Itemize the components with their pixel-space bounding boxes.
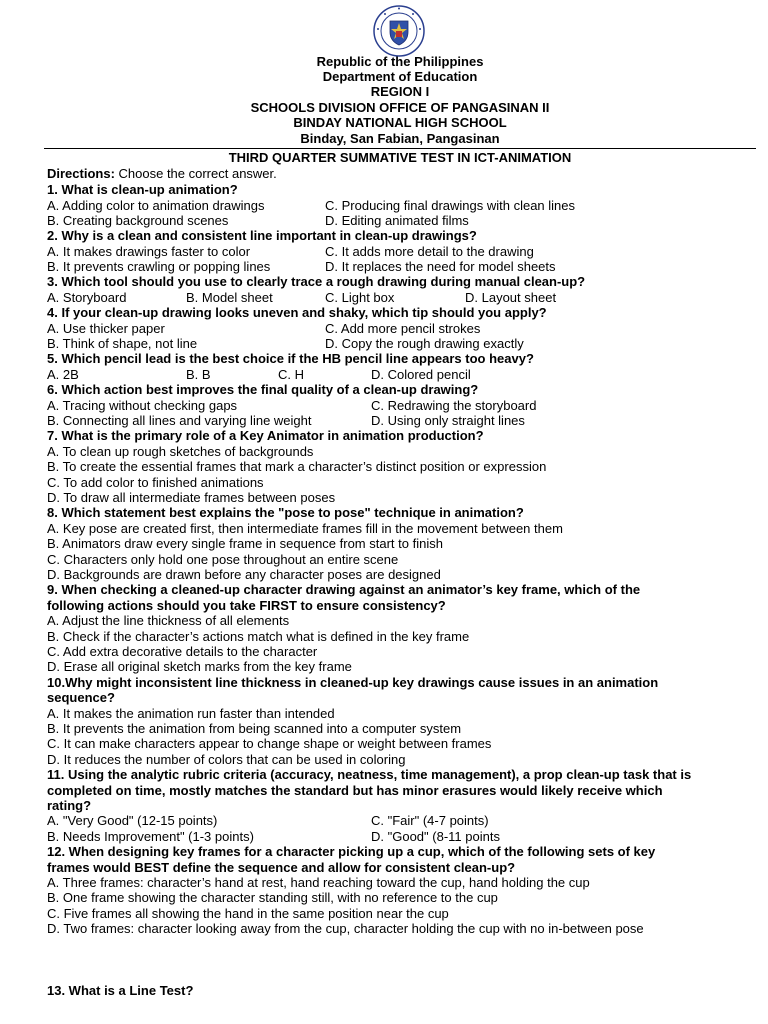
question-11-line-3: rating?: [47, 798, 92, 813]
q8-option-b: B. Animators draw every single frame in sequence from start to finish: [47, 536, 443, 551]
question-7: 7. What is the primary role of a Key Animator in animation production?: [47, 428, 484, 443]
q3-option-b: B. Model sheet: [186, 290, 273, 305]
question-1: 1. What is clean-up animation?: [47, 182, 238, 197]
q9-option-b: B. Check if the character’s actions match what is defined in the key frame: [47, 629, 470, 644]
q6-option-b: B. Connecting all lines and varying line weight: [47, 413, 312, 428]
q2-option-d: D. It replaces the need for model sheets: [325, 259, 556, 274]
q10-option-b: B. It prevents the animation from being scanned into a computer system: [47, 721, 462, 736]
q4-option-b: B. Think of shape, not line: [47, 336, 198, 351]
directions-label: Directions:: [47, 166, 115, 181]
q1-option-b: B. Creating background scenes: [47, 213, 229, 228]
q1-option-d: D. Editing animated films: [325, 213, 469, 228]
question-10-line-2: sequence?: [47, 690, 115, 705]
q10-option-c: C. It can make characters appear to change shape or weight between frames: [47, 736, 492, 751]
question-11-line-1: 11. Using the analytic rubric criteria (accuracy, neatness, time management), a prop clean-up task that is: [47, 767, 692, 782]
question-11-line-2: completed on time, mostly matches the standard but has minor erasures would likely receive which: [47, 783, 663, 798]
directions-text: Choose the correct answer.: [114, 166, 277, 181]
q8-option-d: D. Backgrounds are drawn before any character poses are designed: [47, 567, 441, 582]
q2-option-c: C. It adds more detail to the drawing: [325, 244, 534, 259]
q8-option-a: A. Key pose are created first, then intermediate frames fill in the movement between them: [47, 521, 563, 536]
department-line: Department of Education: [322, 69, 478, 84]
q11-option-c: C. "Fair" (4-7 points): [371, 813, 489, 828]
q4-option-c: C. Add more pencil strokes: [325, 321, 481, 336]
question-9-line-1: 9. When checking a cleaned-up character drawing against an animator’s key frame, which of the: [47, 582, 641, 597]
question-8: 8. Which statement best explains the "pose to pose" technique in animation?: [47, 505, 524, 520]
q4-option-a: A. Use thicker paper: [47, 321, 165, 336]
directions: [47, 166, 277, 181]
q1-option-c: C. Producing final drawings with clean lines: [325, 198, 576, 213]
q4-option-d: D. Copy the rough drawing exactly: [325, 336, 524, 351]
q11-option-d: D. "Good" (8-11 points: [371, 829, 500, 844]
q12-option-b: B. One frame showing the character standing still, with no reference to the cup: [47, 890, 498, 905]
q5-option-a: A. 2B: [47, 367, 79, 382]
test-title: THIRD QUARTER SUMMATIVE TEST IN ICT-ANIMATION: [228, 150, 572, 165]
q5-option-c: C. H: [278, 367, 304, 382]
question-12-line-2: frames would BEST define the sequence and allow for consistent clean-up?: [47, 860, 516, 875]
question-9-line-2: following actions should you take FIRST to ensure consistency?: [47, 598, 446, 613]
question-4: 4. If your clean-up drawing looks uneven and shaky, which tip should you apply?: [47, 305, 547, 320]
school-address: Binday, San Fabian, Pangasinan: [300, 131, 500, 146]
q9-option-c: C. Add extra decorative details to the character: [47, 644, 318, 659]
q12-option-c: C. Five frames all showing the hand in the same position near the cup: [47, 906, 449, 921]
q11-option-b: B. Needs Improvement" (1-3 points): [47, 829, 254, 844]
q10-option-d: D. It reduces the number of colors that can be used in coloring: [47, 752, 406, 767]
republic-line: Republic of the Philippines: [316, 54, 484, 69]
question-5: 5. Which pencil lead is the best choice if the HB pencil line appears too heavy?: [47, 351, 534, 366]
question-3: 3. Which tool should you use to clearly trace a rough drawing during manual clean-up?: [47, 274, 586, 289]
q6-option-c: C. Redrawing the storyboard: [371, 398, 537, 413]
q2-option-a: A. It makes drawings faster to color: [47, 244, 251, 259]
q7-option-a: A. To clean up rough sketches of backgrounds: [47, 444, 314, 459]
q10-option-a: A. It makes the animation run faster than intended: [47, 706, 335, 721]
question-10-line-1: 10.Why might inconsistent line thickness in cleaned-up key drawings cause issues in an animation: [47, 675, 659, 690]
q8-option-c: C. Characters only hold one pose throughout an entire scene: [47, 552, 399, 567]
deped-seal-logo: [373, 5, 425, 57]
q5-option-d: D. Colored pencil: [371, 367, 471, 382]
q9-option-a: A. Adjust the line thickness of all elements: [47, 613, 290, 628]
question-13: 13. What is a Line Test?: [47, 983, 194, 998]
q6-option-d: D. Using only straight lines: [371, 413, 525, 428]
header-divider: [44, 148, 756, 149]
region-line: REGION I: [370, 84, 430, 99]
q6-option-a: A. Tracing without checking gaps: [47, 398, 238, 413]
q7-option-d: D. To draw all intermediate frames between poses: [47, 490, 336, 505]
question-2: 2. Why is a clean and consistent line important in clean-up drawings?: [47, 228, 477, 243]
q7-option-b: B. To create the essential frames that mark a character’s distinct position or expression: [47, 459, 547, 474]
q11-option-a: A. "Very Good" (12-15 points): [47, 813, 218, 828]
q3-option-a: A. Storyboard: [47, 290, 127, 305]
q3-option-d: D. Layout sheet: [465, 290, 557, 305]
q12-option-a: A. Three frames: character’s hand at rest, hand reaching toward the cup, hand holding the cup: [47, 875, 590, 890]
q7-option-c: C. To add color to finished animations: [47, 475, 264, 490]
q5-option-b: B. B: [186, 367, 211, 382]
question-12-line-1: 12. When designing key frames for a character picking up a cup, which of the following sets of key: [47, 844, 656, 859]
question-6: 6. Which action best improves the final quality of a clean-up drawing?: [47, 382, 479, 397]
q9-option-d: D. Erase all original sketch marks from the key frame: [47, 659, 352, 674]
division-office-line: SCHOOLS DIVISION OFFICE OF PANGASINAN II: [250, 100, 550, 115]
school-name: BINDAY NATIONAL HIGH SCHOOL: [293, 115, 507, 130]
q2-option-b: B. It prevents crawling or popping lines: [47, 259, 271, 274]
q1-option-a: A. Adding color to animation drawings: [47, 198, 265, 213]
q12-option-d: D. Two frames: character looking away from the cup, character holding the cup with no in-between pose: [47, 921, 644, 936]
q3-option-c: C. Light box: [325, 290, 395, 305]
